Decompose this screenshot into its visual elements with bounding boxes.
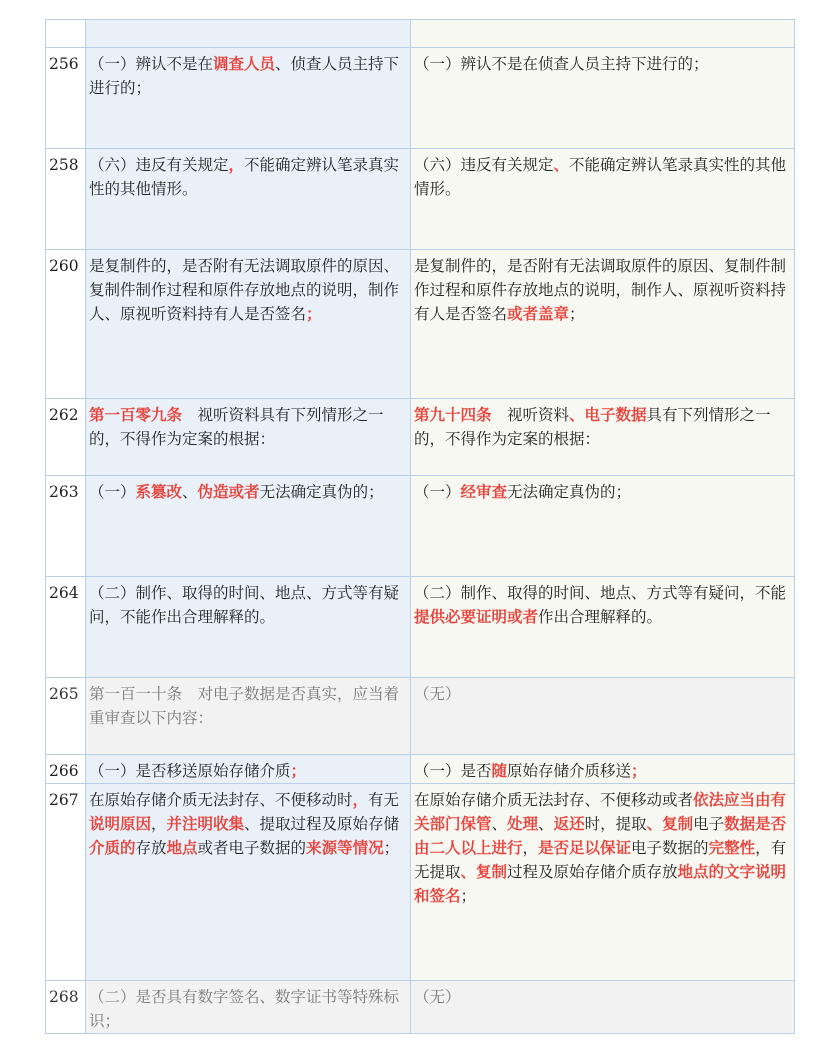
highlighted-change: 数据是否由二人以上进行 bbox=[414, 814, 787, 857]
text-segment: （六）违反有关规定 bbox=[414, 156, 554, 174]
highlighted-change: 地点 bbox=[166, 838, 198, 857]
new-text-cell bbox=[411, 981, 795, 1034]
highlighted-change: 是否足以保证 bbox=[538, 838, 632, 857]
text-segment: 电子 bbox=[693, 815, 725, 833]
text-segment: 有无 bbox=[368, 791, 400, 809]
text-segment: （一）是否 bbox=[414, 762, 492, 780]
text-segment: 或者电子数据的 bbox=[197, 839, 307, 857]
row-number: 268 bbox=[46, 981, 86, 1034]
text-segment: （一）辨认不是在 bbox=[89, 55, 214, 73]
new-text-cell bbox=[411, 20, 795, 48]
old-text-cell bbox=[86, 678, 411, 755]
highlighted-change: 伪造或者 bbox=[197, 482, 260, 501]
new-text-cell bbox=[411, 755, 795, 784]
text-segment: 无法确定真伪的； bbox=[259, 483, 384, 501]
text-segment: （二）制作、取得的时间、地点、方式等有疑问，不能作出合理解释的。 bbox=[89, 584, 400, 626]
old-text-cell bbox=[86, 981, 411, 1034]
text-segment: 第一百一十条 对电子数据是否真实，应当着重审查以下内容： bbox=[89, 685, 400, 727]
text-segment: （二）制作、取得的时间、地点、方式等有疑问，不能 bbox=[414, 584, 787, 602]
highlighted-change: 第一百零九条 bbox=[89, 405, 183, 424]
text-segment: （一） bbox=[414, 483, 461, 501]
highlighted-change: 说明原因 bbox=[89, 814, 152, 833]
highlighted-change: 、 bbox=[553, 155, 570, 174]
text-segment: （无） bbox=[414, 988, 461, 1006]
old-text-cell bbox=[86, 577, 411, 678]
text-segment: ； bbox=[460, 887, 477, 905]
table-row bbox=[46, 476, 795, 577]
highlighted-change: 或者盖章 bbox=[507, 304, 570, 323]
table-row bbox=[46, 784, 795, 981]
text-segment: 在原始存储介质无法封存、不便移动时 bbox=[89, 791, 353, 809]
text-segment: （一）是否移送原始存储介质 bbox=[89, 762, 291, 780]
text-segment: ， bbox=[151, 815, 167, 833]
text-segment: 作出合理解释的。 bbox=[538, 608, 663, 626]
highlighted-change: ， bbox=[228, 155, 245, 174]
new-text-cell bbox=[411, 577, 795, 678]
old-text-cell bbox=[86, 399, 411, 476]
table-row bbox=[46, 250, 795, 399]
old-text-cell bbox=[86, 149, 411, 250]
highlighted-change: 调查人员 bbox=[213, 54, 276, 73]
highlighted-change: 返还 bbox=[553, 814, 585, 833]
highlighted-change: 介质的 bbox=[89, 838, 136, 857]
text-segment: 存放 bbox=[135, 839, 167, 857]
text-segment: 过程及原始存储介质存放 bbox=[507, 863, 678, 881]
row-number: 262 bbox=[46, 399, 86, 476]
text-segment: 在原始存储介质无法封存、不便移动或者 bbox=[414, 791, 694, 809]
text-segment: （无） bbox=[414, 685, 461, 703]
row-number: 267 bbox=[46, 784, 86, 981]
highlighted-change: 地点的文字说明和签名 bbox=[414, 862, 787, 905]
comparison-table-body bbox=[46, 20, 795, 1034]
comparison-table bbox=[45, 19, 795, 1034]
highlighted-change: 随 bbox=[491, 761, 508, 780]
table-row bbox=[46, 678, 795, 755]
text-segment: ，有无提取 bbox=[414, 839, 787, 881]
highlighted-change: 处理 bbox=[507, 814, 539, 833]
text-segment: 、侦查人员主持下进行的； bbox=[89, 55, 400, 97]
text-segment: 无法确定真伪的； bbox=[507, 483, 632, 501]
highlighted-change: 第九十四条 bbox=[414, 405, 492, 424]
text-segment: 视听资料 bbox=[491, 406, 570, 424]
new-text-cell bbox=[411, 678, 795, 755]
text-segment: 视听资料具有下列情形之一的，不得作为定案的根据： bbox=[89, 406, 384, 448]
old-text-cell bbox=[86, 250, 411, 399]
highlighted-change: 并注明收集 bbox=[166, 814, 245, 833]
highlighted-change: 经审查 bbox=[460, 482, 508, 501]
row-number: 265 bbox=[46, 678, 86, 755]
row-number bbox=[46, 20, 86, 48]
table-row bbox=[46, 755, 795, 784]
text-segment: 、提取过程及原始存储 bbox=[244, 815, 400, 833]
text-segment: 电子数据的 bbox=[631, 839, 709, 857]
new-text-cell bbox=[411, 784, 795, 981]
row-number: 266 bbox=[46, 755, 86, 784]
text-segment: （一） bbox=[89, 483, 136, 501]
table-row bbox=[46, 20, 795, 48]
table-row bbox=[46, 577, 795, 678]
text-segment: （二）是否具有数字签名、数字证书等特殊标识； bbox=[89, 988, 400, 1030]
new-text-cell bbox=[411, 399, 795, 476]
table-row bbox=[46, 399, 795, 476]
highlighted-change: ， bbox=[352, 790, 369, 809]
highlighted-change: 系篡改 bbox=[135, 482, 183, 501]
row-number: 260 bbox=[46, 250, 86, 399]
row-number: 258 bbox=[46, 149, 86, 250]
text-segment: （六）违反有关规定 bbox=[89, 156, 229, 174]
new-text-cell bbox=[411, 48, 795, 149]
old-text-cell bbox=[86, 20, 411, 48]
text-segment: ， bbox=[522, 839, 539, 857]
highlighted-change: 来源等情况 bbox=[306, 838, 384, 857]
text-segment: 、 bbox=[182, 483, 198, 501]
text-segment: 不能确定辨认笔录真实性的其他情形。 bbox=[414, 156, 787, 198]
highlighted-change: ； bbox=[290, 761, 307, 780]
highlighted-change: ； bbox=[631, 761, 647, 780]
text-segment: 、 bbox=[538, 815, 554, 833]
text-segment: 是复制件的，是否附有无法调取原件的原因、复制件制作过程和原件存放地点的说明，制作人、原视听资料持有人是否签名 bbox=[89, 257, 400, 323]
table-row bbox=[46, 149, 795, 250]
table-row bbox=[46, 981, 795, 1034]
text-segment: 原始存储介质移送 bbox=[507, 762, 632, 780]
highlighted-change: 、复制 bbox=[646, 814, 694, 833]
new-text-cell bbox=[411, 250, 795, 399]
text-segment: 不能确定辨认笔录真实性的其他情形。 bbox=[89, 156, 400, 198]
row-number: 256 bbox=[46, 48, 86, 149]
highlighted-change: 、电子数据 bbox=[569, 405, 647, 424]
text-segment: 、 bbox=[491, 815, 508, 833]
old-text-cell bbox=[86, 476, 411, 577]
text-segment: ； bbox=[383, 839, 400, 857]
highlighted-change: 依法应当由有关部门保管 bbox=[414, 790, 787, 833]
text-segment: 时，提取 bbox=[584, 815, 647, 833]
text-segment: （一）辨认不是在侦查人员主持下进行的； bbox=[414, 55, 709, 73]
new-text-cell bbox=[411, 149, 795, 250]
highlighted-change: 完整性 bbox=[708, 838, 756, 857]
old-text-cell bbox=[86, 48, 411, 149]
text-segment: 具有下列情形之一的，不得作为定案的根据： bbox=[414, 406, 771, 448]
old-text-cell bbox=[86, 755, 411, 784]
row-number: 264 bbox=[46, 577, 86, 678]
row-number: 263 bbox=[46, 476, 86, 577]
text-segment: ； bbox=[569, 305, 585, 323]
table-row bbox=[46, 48, 795, 149]
highlighted-change: 、复制 bbox=[460, 862, 508, 881]
highlighted-change: ； bbox=[306, 304, 322, 323]
highlighted-change: 提供必要证明或者 bbox=[414, 607, 539, 626]
old-text-cell bbox=[86, 784, 411, 981]
text-segment: 是复制件的，是否附有无法调取原件的原因、复制件制作过程和原件存放地点的说明，制作人、原视听资料持有人是否签名 bbox=[414, 257, 787, 323]
new-text-cell bbox=[411, 476, 795, 577]
